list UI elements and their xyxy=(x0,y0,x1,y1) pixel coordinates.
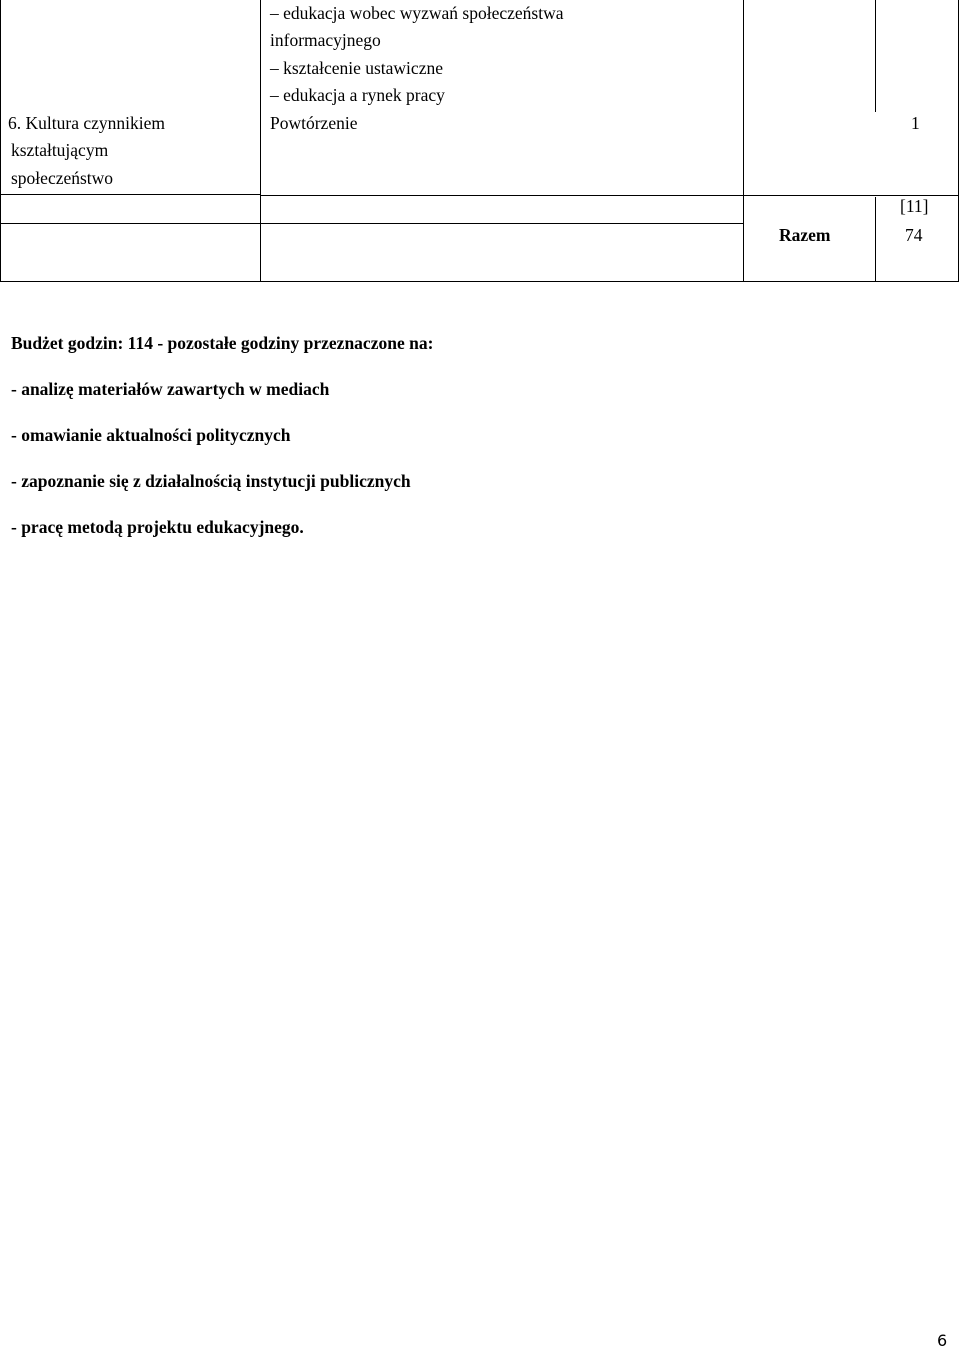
topic-line-3: społeczeństwo xyxy=(11,168,114,188)
table-col-divider-4 xyxy=(875,197,876,282)
table-border-bottom xyxy=(0,281,959,282)
table-row-divider-4 xyxy=(260,223,744,224)
topic-line-2: kształtującym xyxy=(11,140,109,160)
table-row-divider-2 xyxy=(0,223,261,224)
total-label: Razem xyxy=(779,225,831,245)
content-bullet-1-cont: informacyjnego xyxy=(270,30,381,50)
table-row-divider-3 xyxy=(260,195,959,196)
content-bullet-3: – edukacja a rynek pracy xyxy=(270,85,445,105)
budget-header: Budżet godzin: 114 - pozostałe godziny przeznaczone na: xyxy=(11,333,434,353)
budget-item-1: - analizę materiałów zawartych w mediach xyxy=(11,379,330,399)
review-hours: 1 xyxy=(911,113,920,133)
page-number: 6 xyxy=(937,1331,948,1350)
review-label: Powtórzenie xyxy=(270,113,358,133)
table-border-left xyxy=(0,0,1,282)
table-col-divider-1 xyxy=(260,0,261,282)
table-row-divider-1 xyxy=(0,194,261,195)
budget-item-2: - omawianie aktualności politycznych xyxy=(11,425,291,445)
table-col-divider-2 xyxy=(743,0,744,282)
bracket-hours: [11] xyxy=(900,196,929,216)
table-border-right xyxy=(958,0,959,282)
content-bullet-2: – kształcenie ustawiczne xyxy=(270,58,443,78)
total-hours: 74 xyxy=(905,225,923,245)
table-col-divider-3 xyxy=(875,0,876,112)
topic-line-1: 6. Kultura czynnikiem xyxy=(8,113,165,133)
budget-item-4: - pracę metodą projektu edukacyjnego. xyxy=(11,517,304,537)
content-bullet-1: – edukacja wobec wyzwań społeczeństwa xyxy=(270,3,564,23)
budget-item-3: - zapoznanie się z działalnością instytucji publicznych xyxy=(11,471,411,491)
